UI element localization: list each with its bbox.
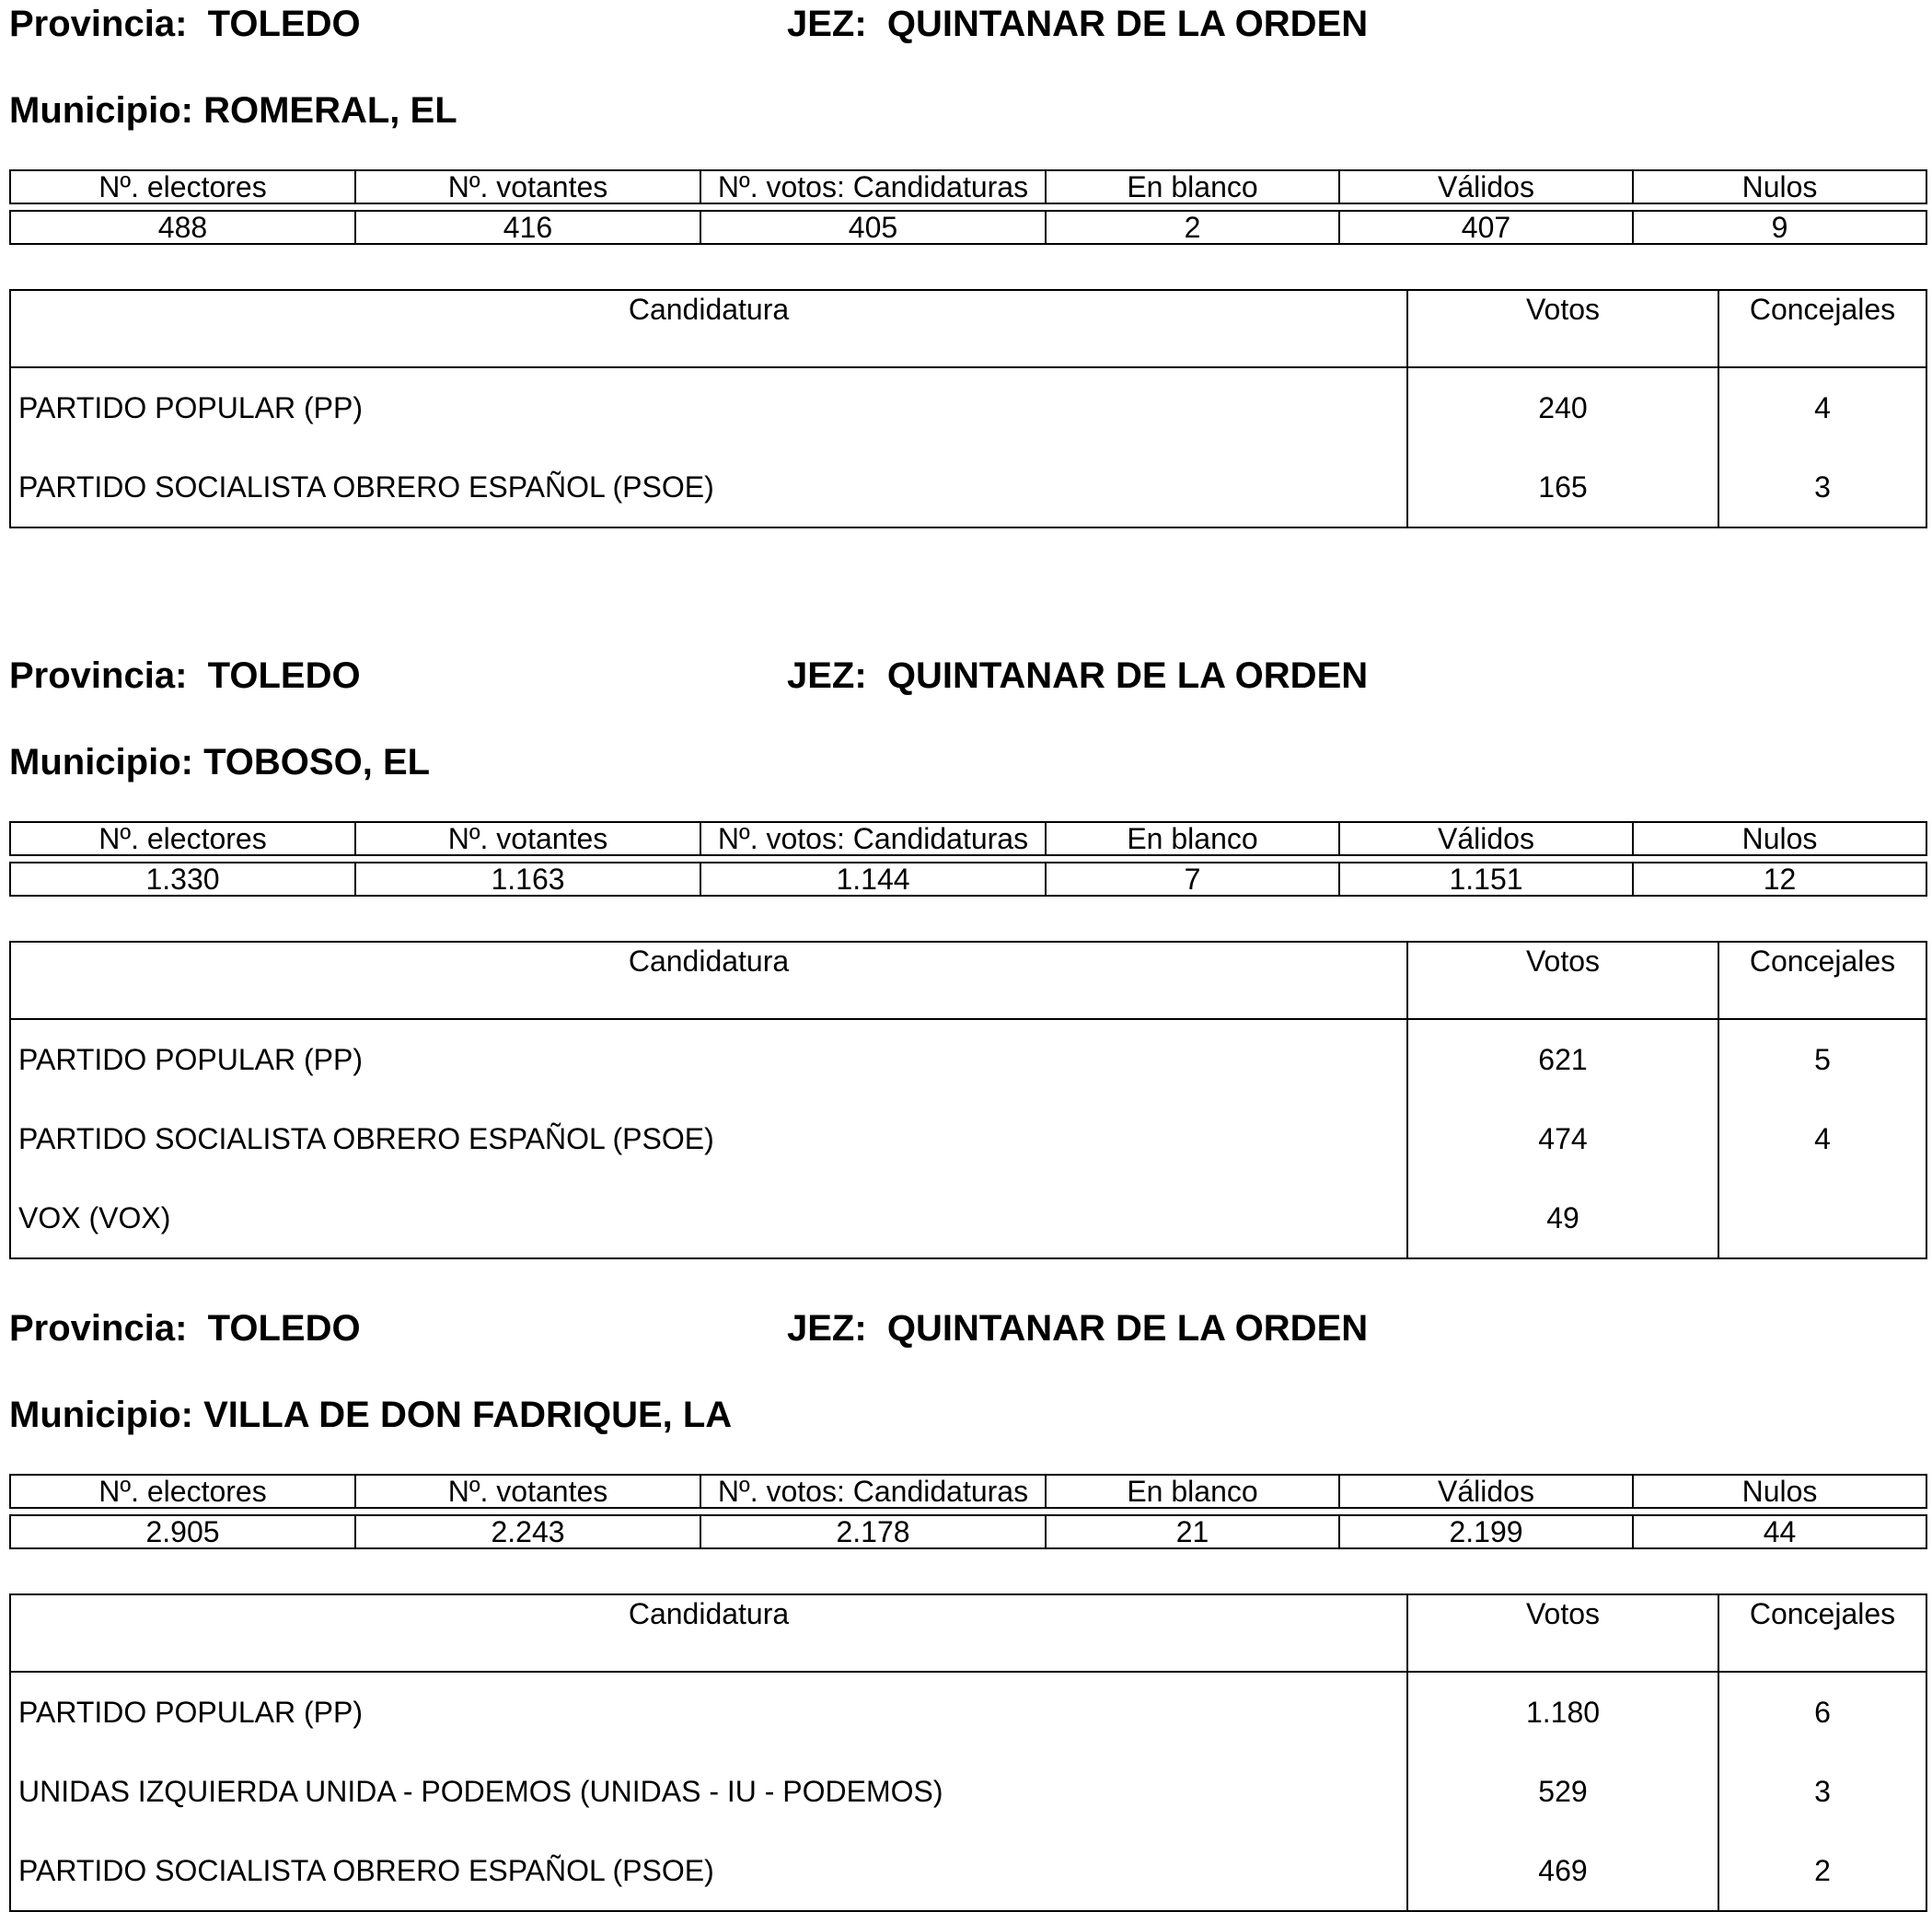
jez-value: QUINTANAR DE LA ORDEN bbox=[886, 1308, 1369, 1349]
jez-label: JEZ: bbox=[787, 1308, 867, 1349]
municipio-label: Municipio: bbox=[9, 742, 193, 782]
candidatura-row bbox=[10, 1831, 1926, 1911]
header-candidatura: Candidatura bbox=[10, 1594, 1407, 1672]
header-concejales: Concejales bbox=[1718, 290, 1926, 367]
candidatura-name: PARTIDO SOCIALISTA OBRERO ESPAÑOL (PSOE) bbox=[10, 1831, 1407, 1911]
municipio-block-toboso bbox=[0, 654, 1932, 1234]
candidatura-concejales: 4 bbox=[1718, 367, 1926, 447]
stats-header-row bbox=[10, 822, 1926, 855]
provincia-line bbox=[9, 2, 361, 46]
stats-value-electores: 2.905 bbox=[10, 1515, 355, 1548]
stats-value-en-blanco: 21 bbox=[1046, 1515, 1339, 1548]
stats-header-en-blanco: En blanco bbox=[1046, 170, 1339, 203]
stats-value-nulos: 12 bbox=[1633, 863, 1926, 896]
stats-header-votos-candidaturas: Nº. votos: Candidaturas bbox=[700, 170, 1046, 203]
provincia-value: TOLEDO bbox=[207, 1308, 361, 1349]
header-concejales: Concejales bbox=[1718, 1594, 1926, 1672]
provincia-label: Provincia: bbox=[9, 4, 188, 44]
provincia-line bbox=[9, 654, 361, 698]
stats-header-electores: Nº. electores bbox=[10, 1475, 355, 1508]
stats-header-nulos: Nulos bbox=[1633, 822, 1926, 855]
jez-label: JEZ: bbox=[787, 4, 867, 44]
candidatura-votos: 240 bbox=[1407, 367, 1718, 447]
stats-value-validos: 2.199 bbox=[1339, 1515, 1633, 1548]
candidatura-concejales: 6 bbox=[1718, 1672, 1926, 1752]
stats-table bbox=[9, 821, 1927, 897]
candidaturas-header-row bbox=[10, 1594, 1926, 1672]
candidatura-name: PARTIDO POPULAR (PP) bbox=[10, 367, 1407, 447]
candidatura-votos: 474 bbox=[1407, 1099, 1718, 1178]
stats-header-en-blanco: En blanco bbox=[1046, 1475, 1339, 1508]
stats-header-validos: Válidos bbox=[1339, 1475, 1633, 1508]
stats-value-validos: 407 bbox=[1339, 211, 1633, 244]
header-votos: Votos bbox=[1407, 1594, 1718, 1672]
stats-value-nulos: 9 bbox=[1633, 211, 1926, 244]
candidatura-row bbox=[10, 1178, 1926, 1258]
stats-value-votantes: 2.243 bbox=[355, 1515, 700, 1548]
header-votos: Votos bbox=[1407, 290, 1718, 367]
stats-value-electores: 488 bbox=[10, 211, 355, 244]
stats-table bbox=[9, 1474, 1927, 1549]
provincia-label: Provincia: bbox=[9, 655, 188, 696]
municipio-line bbox=[9, 740, 430, 784]
stats-header-nulos: Nulos bbox=[1633, 170, 1926, 203]
candidatura-row bbox=[10, 367, 1926, 447]
candidaturas-table bbox=[9, 1593, 1927, 1912]
header-candidatura: Candidatura bbox=[10, 290, 1407, 367]
candidatura-votos: 469 bbox=[1407, 1831, 1718, 1911]
stats-header-row bbox=[10, 1475, 1926, 1508]
stats-header-votantes: Nº. votantes bbox=[355, 1475, 700, 1508]
stats-value-votos-candidaturas: 1.144 bbox=[700, 863, 1046, 896]
candidatura-votos: 1.180 bbox=[1407, 1672, 1718, 1752]
municipio-block-romeral bbox=[0, 2, 1932, 517]
header-votos: Votos bbox=[1407, 942, 1718, 1019]
candidatura-votos: 621 bbox=[1407, 1019, 1718, 1099]
municipio-label: Municipio: bbox=[9, 90, 193, 131]
stats-value-en-blanco: 7 bbox=[1046, 863, 1339, 896]
candidatura-row bbox=[10, 1752, 1926, 1831]
stats-header-votantes: Nº. votantes bbox=[355, 822, 700, 855]
stats-header-nulos: Nulos bbox=[1633, 1475, 1926, 1508]
municipio-line bbox=[9, 88, 457, 133]
candidatura-row bbox=[10, 447, 1926, 527]
candidatura-name: PARTIDO POPULAR (PP) bbox=[10, 1019, 1407, 1099]
stats-value-validos: 1.151 bbox=[1339, 863, 1633, 896]
jez-value: QUINTANAR DE LA ORDEN bbox=[886, 4, 1369, 44]
stats-header-validos: Válidos bbox=[1339, 170, 1633, 203]
provincia-label: Provincia: bbox=[9, 1308, 188, 1349]
stats-header-validos: Válidos bbox=[1339, 822, 1633, 855]
municipio-block-villa-de-don-fadrique bbox=[0, 1306, 1932, 1887]
candidatura-name: PARTIDO POPULAR (PP) bbox=[10, 1672, 1407, 1752]
stats-value-en-blanco: 2 bbox=[1046, 211, 1339, 244]
candidatura-row bbox=[10, 1672, 1926, 1752]
jez-line bbox=[787, 654, 1368, 698]
municipio-value: ROMERAL, EL bbox=[203, 90, 457, 131]
candidatura-votos: 49 bbox=[1407, 1178, 1718, 1258]
candidaturas-header-row bbox=[10, 942, 1926, 1019]
stats-header-votantes: Nº. votantes bbox=[355, 170, 700, 203]
candidatura-name: VOX (VOX) bbox=[10, 1178, 1407, 1258]
candidatura-votos: 529 bbox=[1407, 1752, 1718, 1831]
candidatura-concejales: 4 bbox=[1718, 1099, 1926, 1178]
stats-header-row bbox=[10, 170, 1926, 203]
stats-header-votos-candidaturas: Nº. votos: Candidaturas bbox=[700, 822, 1046, 855]
stats-value-nulos: 44 bbox=[1633, 1515, 1926, 1548]
stats-value-electores: 1.330 bbox=[10, 863, 355, 896]
stats-header-electores: Nº. electores bbox=[10, 170, 355, 203]
stats-value-row bbox=[10, 211, 1926, 244]
candidaturas-table bbox=[9, 289, 1927, 528]
municipio-value: VILLA DE DON FADRIQUE, LA bbox=[203, 1395, 733, 1435]
header-concejales: Concejales bbox=[1718, 942, 1926, 1019]
jez-value: QUINTANAR DE LA ORDEN bbox=[886, 655, 1369, 696]
stats-value-votantes: 416 bbox=[355, 211, 700, 244]
candidatura-concejales bbox=[1718, 1178, 1926, 1258]
candidatura-votos: 165 bbox=[1407, 447, 1718, 527]
candidaturas-table bbox=[9, 941, 1927, 1259]
jez-line bbox=[787, 1306, 1368, 1350]
candidatura-name: PARTIDO SOCIALISTA OBRERO ESPAÑOL (PSOE) bbox=[10, 1099, 1407, 1178]
candidatura-concejales: 3 bbox=[1718, 447, 1926, 527]
candidaturas-header-row bbox=[10, 290, 1926, 367]
provincia-line bbox=[9, 1306, 361, 1350]
candidatura-concejales: 3 bbox=[1718, 1752, 1926, 1831]
stats-value-votos-candidaturas: 2.178 bbox=[700, 1515, 1046, 1548]
stats-header-votos-candidaturas: Nº. votos: Candidaturas bbox=[700, 1475, 1046, 1508]
candidatura-concejales: 5 bbox=[1718, 1019, 1926, 1099]
candidatura-concejales: 2 bbox=[1718, 1831, 1926, 1911]
stats-table bbox=[9, 169, 1927, 245]
municipio-value: TOBOSO, EL bbox=[203, 742, 431, 782]
stats-value-row bbox=[10, 863, 1926, 896]
stats-value-votantes: 1.163 bbox=[355, 863, 700, 896]
provincia-value: TOLEDO bbox=[207, 4, 361, 44]
jez-line bbox=[787, 2, 1368, 46]
municipio-label: Municipio: bbox=[9, 1395, 193, 1435]
candidatura-name: PARTIDO SOCIALISTA OBRERO ESPAÑOL (PSOE) bbox=[10, 447, 1407, 527]
candidatura-row bbox=[10, 1099, 1926, 1178]
candidatura-name: UNIDAS IZQUIERDA UNIDA - PODEMOS (UNIDAS - IU - PODEMOS) bbox=[10, 1752, 1407, 1831]
provincia-value: TOLEDO bbox=[207, 655, 361, 696]
municipio-line bbox=[9, 1393, 732, 1437]
header-candidatura: Candidatura bbox=[10, 942, 1407, 1019]
stats-value-votos-candidaturas: 405 bbox=[700, 211, 1046, 244]
candidatura-row bbox=[10, 1019, 1926, 1099]
stats-value-row bbox=[10, 1515, 1926, 1548]
jez-label: JEZ: bbox=[787, 655, 867, 696]
stats-header-electores: Nº. electores bbox=[10, 822, 355, 855]
stats-header-en-blanco: En blanco bbox=[1046, 822, 1339, 855]
